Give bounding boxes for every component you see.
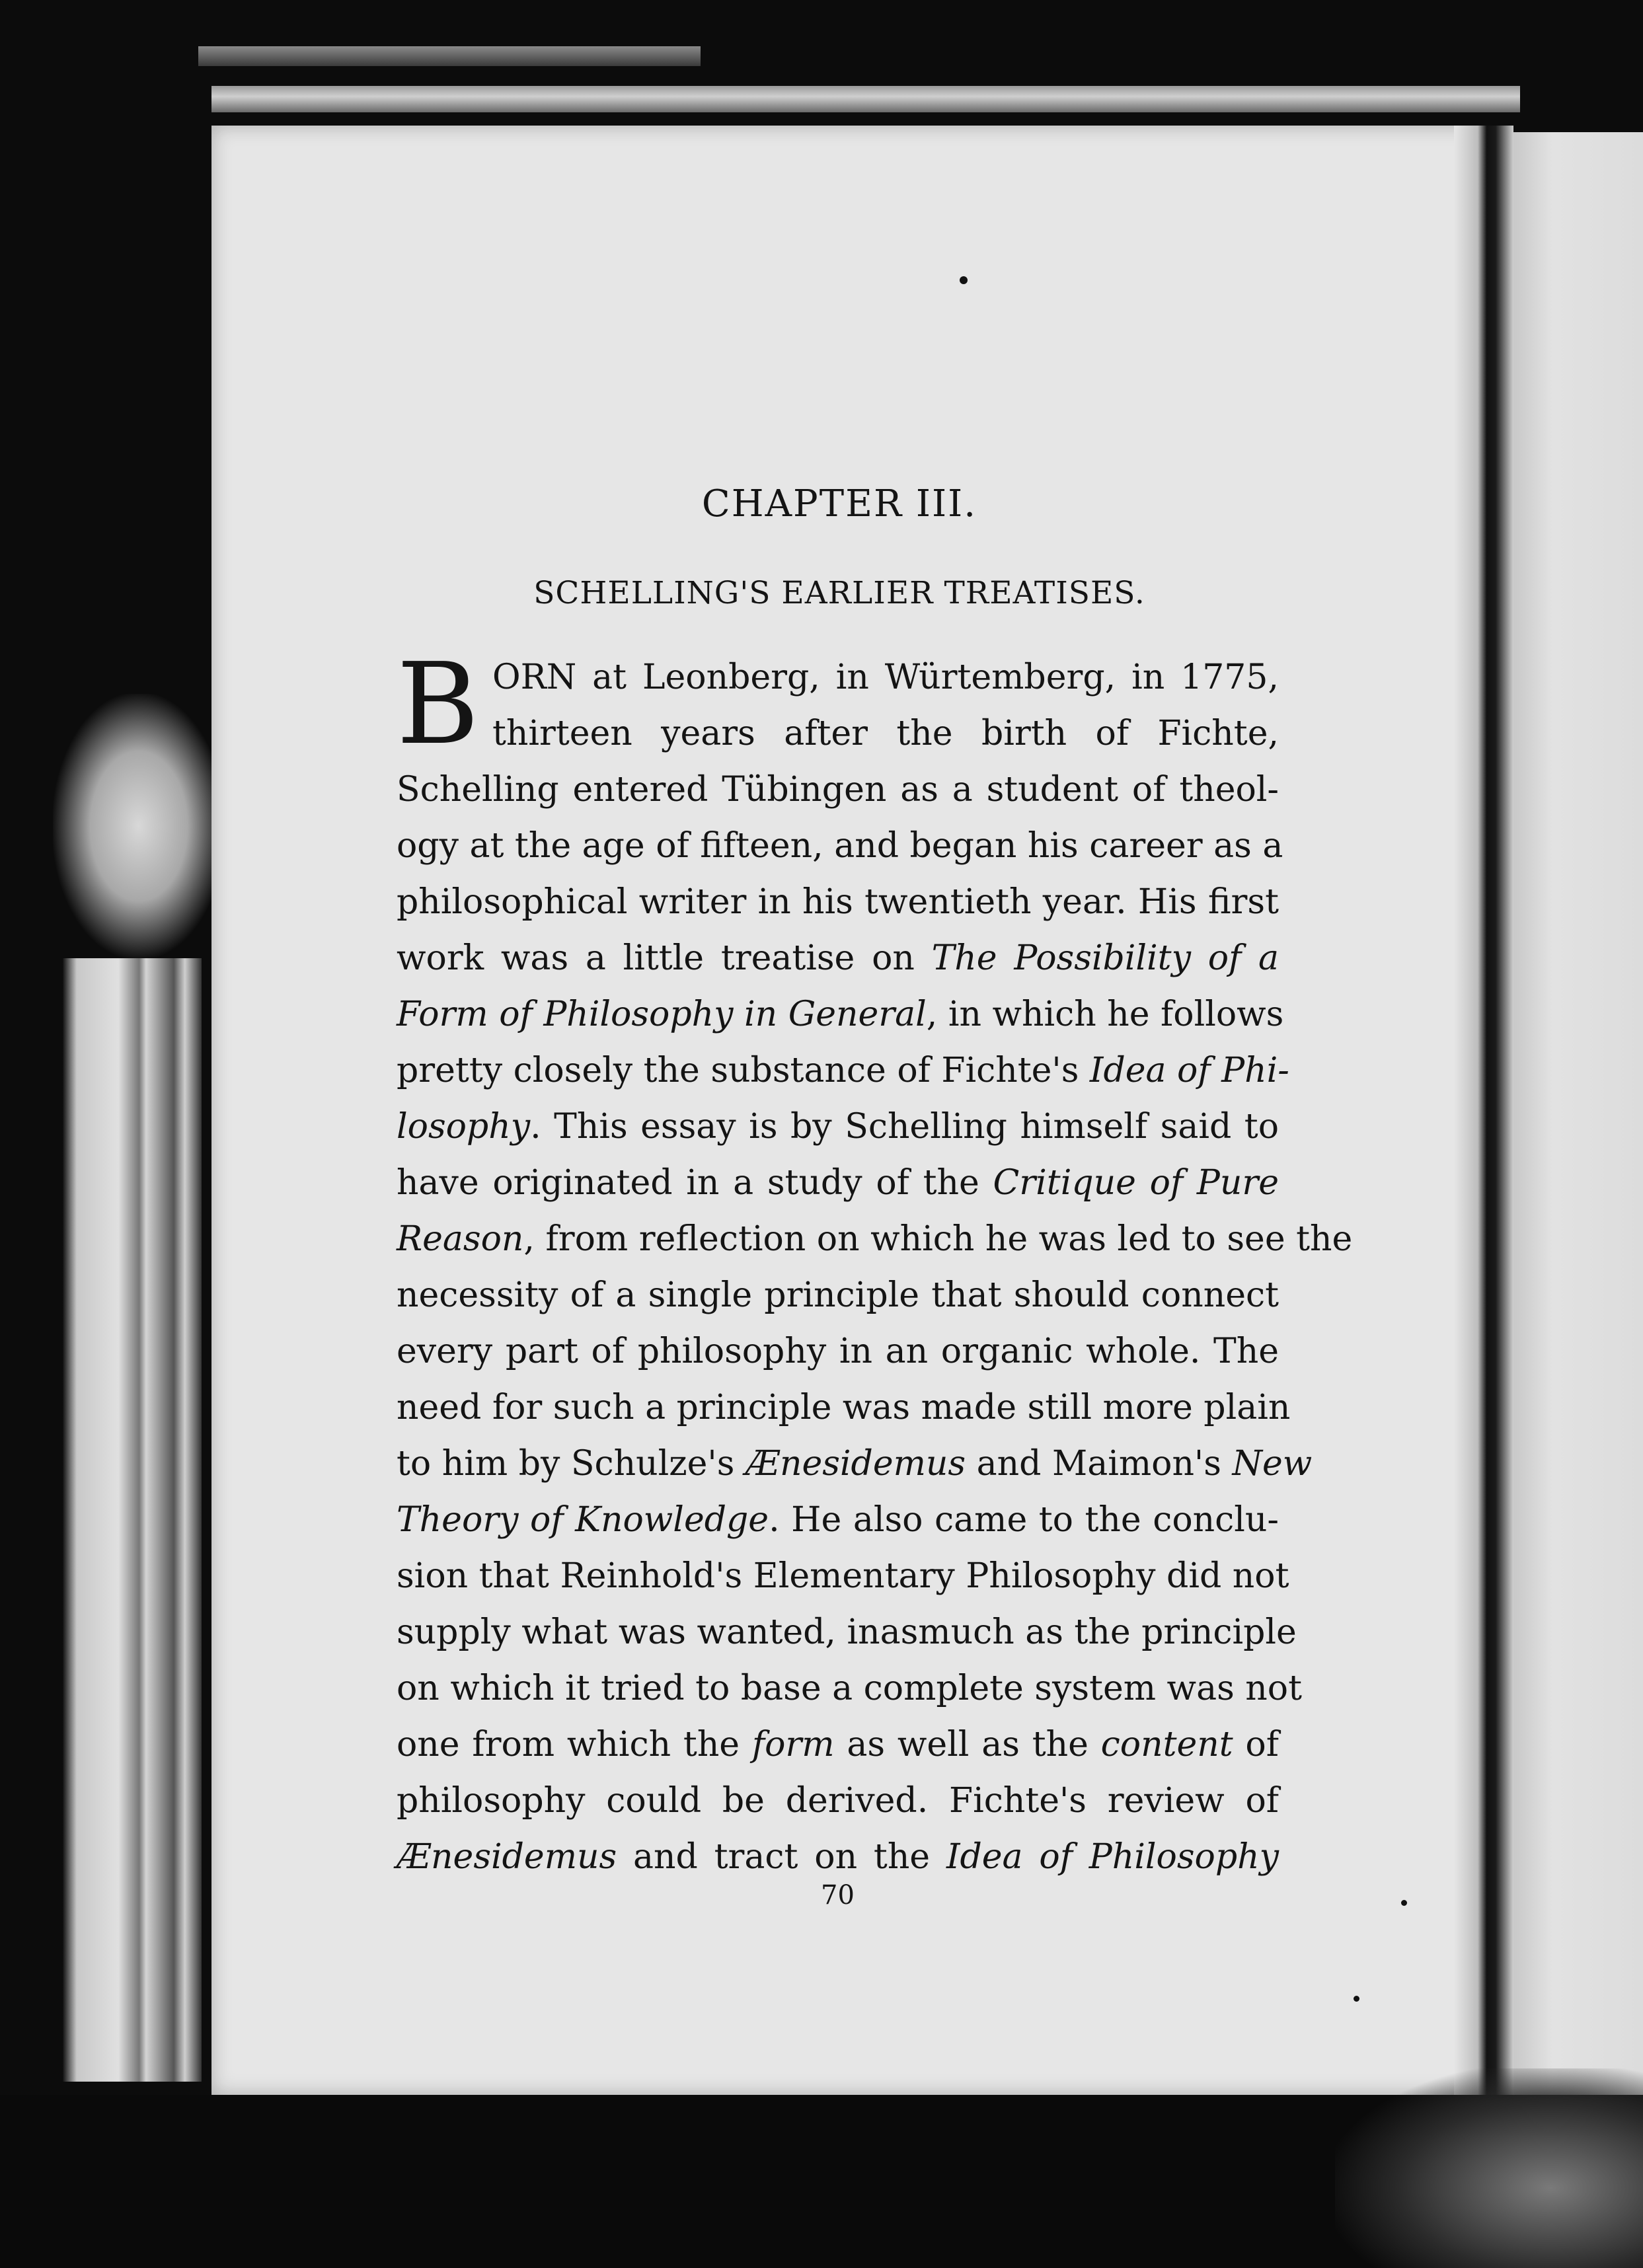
body-text [397, 639, 1353, 1885]
text-line: sion that Reinhold's Elementary Philosophy did not [397, 1556, 1289, 1596]
text-line: have originated in a study of the Critique of Pure [397, 1163, 1279, 1203]
book-edge-left [63, 958, 202, 2082]
text-line: Form of Philosophy in General, in which he follows [397, 995, 1284, 1034]
text-line: need for such a principle was made still more plain [397, 1388, 1291, 1427]
text-line: Theory of Knowledge. He also came to the conclu- [397, 1500, 1279, 1540]
scan-mottle [1335, 2068, 1643, 2268]
text-line: one from which the form as well as the content of [397, 1725, 1279, 1764]
text-line: philosophy could be derived. Fichte's review of [397, 1781, 1279, 1821]
page-gutter [1454, 126, 1513, 2095]
scan-edge-top [198, 46, 701, 66]
facing-page-edge [1513, 132, 1643, 2101]
text-line: on which it tried to base a complete system was not [397, 1669, 1302, 1708]
speck [1401, 1900, 1407, 1906]
chapter-title: SCHELLING'S EARLIER TREATISES. [533, 575, 1145, 611]
text-line: work was a little treatise on The Possibility of a [397, 938, 1279, 978]
text-line: to him by Schulze's Ænesidemus and Maimon's New [397, 1444, 1313, 1484]
chapter-heading: CHAPTER III. [701, 482, 977, 525]
text-line: every part of philosophy in an organic whole. The [397, 1332, 1279, 1371]
text-line: thirteen years after the birth of Fichte, [492, 714, 1279, 753]
text-line: supply what was wanted, inasmuch as the principle [397, 1612, 1297, 1652]
speck [1354, 1996, 1359, 2002]
paper-stain [53, 694, 225, 958]
text-line: necessity of a single principle that should connect [397, 1275, 1279, 1315]
drop-cap: B [397, 639, 479, 770]
page-number: 70 [821, 1880, 855, 1910]
text-line: ORN at Leonberg, in Würtemberg, in 1775, [492, 658, 1279, 697]
text-line: losophy. This essay is by Schelling himself said to [397, 1107, 1279, 1147]
text-line: pretty closely the substance of Fichte's Idea of Phi- [397, 1051, 1289, 1090]
text-line: philosophical writer in his twentieth year. His first [397, 882, 1279, 922]
text-line: Ænesidemus and tract on the Idea of Philosophy [397, 1837, 1279, 1877]
text-line: ogy at the age of fifteen, and began his career as a [397, 826, 1283, 866]
text-line: Reason, from reflection on which he was led to see the [397, 1219, 1353, 1259]
speck [960, 276, 968, 284]
text-line: Schelling entered Tübingen as a student of theol- [397, 770, 1279, 810]
book-edge-top [211, 86, 1520, 112]
